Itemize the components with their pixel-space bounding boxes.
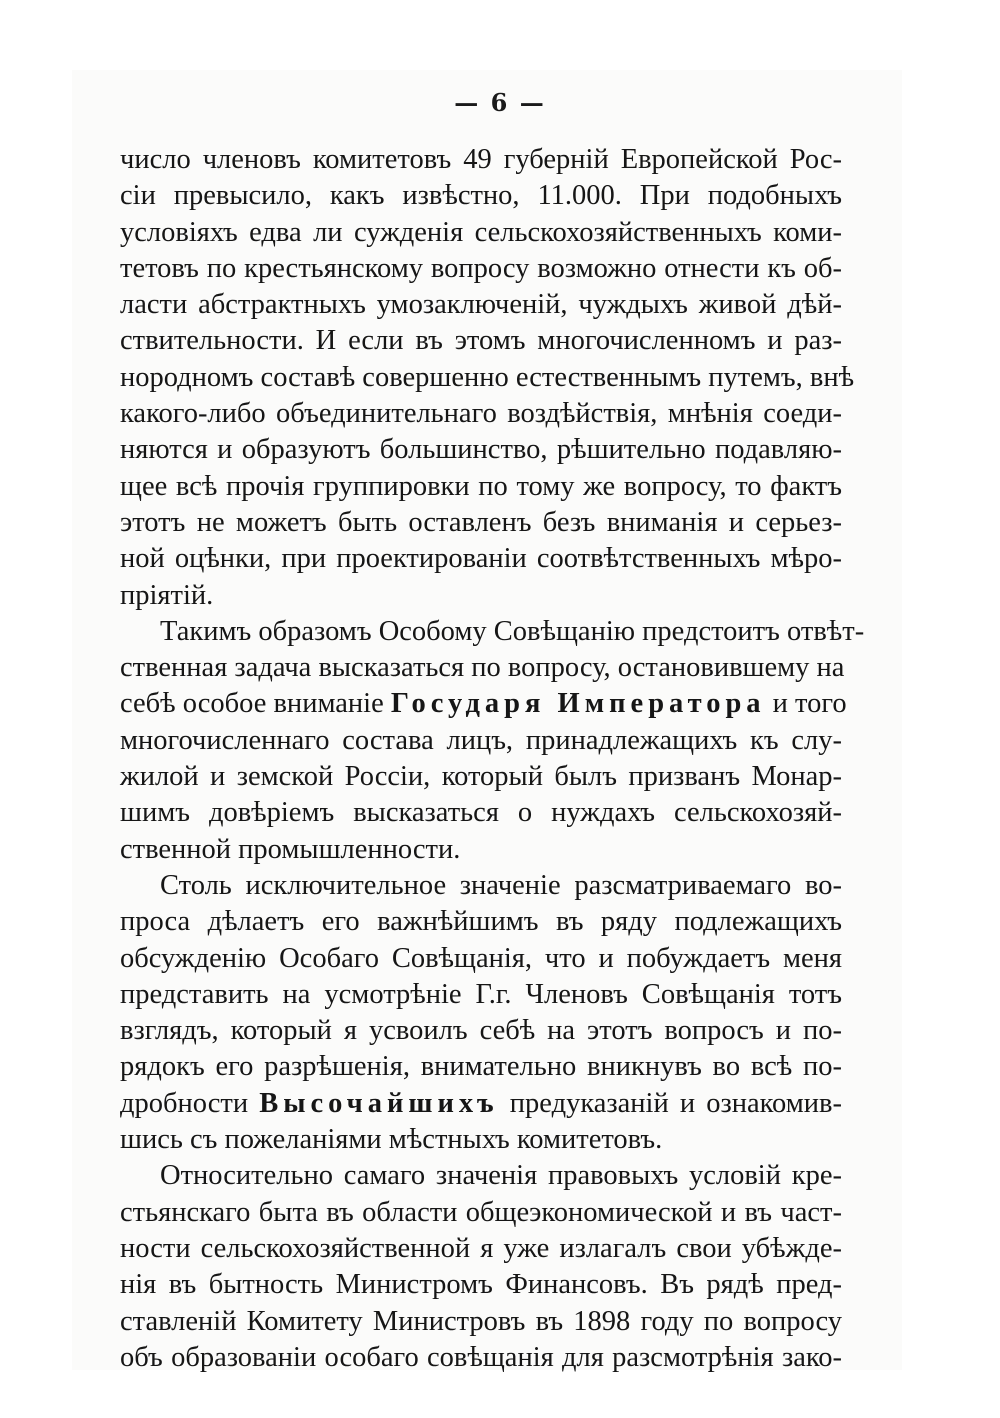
text-segment: и того (765, 688, 847, 720)
text-line: проса дѣлаетъ его важнѣйшимъ въ ряду подлежащихъ (120, 906, 842, 938)
body-text (120, 142, 865, 1376)
text-line: этотъ не можетъ быть оставленъ безъ вниманія и серьез- (120, 506, 842, 538)
text-segment: себѣ особое вниманіе (120, 688, 391, 720)
text-line: няются и образуютъ большинство, рѣшительно подавляю- (120, 434, 842, 466)
text-line: какого-либо объединительнаго воздѣйствія, мнѣнія соеди- (120, 398, 842, 430)
text-line: объ образованіи особаго совѣщанія для разсмотрѣнія зако- (120, 1341, 842, 1373)
text-line: стьянскаго быта въ области общеэкономической и въ част- (120, 1196, 842, 1228)
text-line: представить на усмотрѣніе Г.г. Членовъ Совѣщанія тотъ (120, 978, 842, 1010)
text-line: рядокъ его разрѣшенія, внимательно вникнувъ во всѣ по- (120, 1051, 842, 1083)
text-line: ственная задача высказаться по вопросу, остановившему на (120, 652, 845, 684)
text-line: жилой и земской Россіи, который былъ призванъ Монар- (120, 761, 842, 793)
text-line: нія въ бытность Министромъ Финансовъ. Въ рядѣ пред- (120, 1269, 842, 1301)
text-line: условіяхъ едва ли сужденія сельскохозяйственныхъ коми- (120, 216, 842, 248)
page-number: — 6 — (454, 88, 546, 117)
text-line: сіи превысило, какъ извѣстно, 11.000. При подобныхъ (120, 180, 842, 212)
text-line (120, 686, 847, 722)
text-segment: дробности (120, 1087, 260, 1119)
text-line: тетовъ по крестьянскому вопросу возможно отнести къ об- (120, 252, 842, 284)
spaced-title: Государя Императора (390, 688, 766, 720)
text-line: щее всѣ прочія группировки по тому же вопросу, то фактъ (120, 470, 842, 502)
text-line: ставленій Комитету Министровъ въ 1898 году по вопросу (120, 1305, 842, 1337)
text-line: взглядъ, который я усвоилъ себѣ на этотъ вопросъ и по- (120, 1015, 842, 1047)
text-line: шимъ довѣріемъ высказаться о нуждахъ сельскохозяй- (120, 797, 842, 829)
text-line: ласти абстрактныхъ умозаключеній, чуждыхъ живой дѣй- (120, 289, 842, 321)
text-line: нородномъ составѣ совершенно естественнымъ путемъ, внѣ (120, 361, 855, 393)
spaced-title: Высочайшихъ (259, 1087, 499, 1119)
text-line: ности сельскохозяйственной я уже излагалъ свои убѣжде- (120, 1232, 842, 1264)
text-line: Такимъ образомъ Особому Совѣщанію предстоитъ отвѣт- (160, 615, 865, 647)
text-line: ственной промышленности. (120, 833, 461, 865)
text-line (120, 1086, 842, 1122)
text-line: шись съ пожеланіями мѣстныхъ комитетовъ. (120, 1124, 663, 1156)
text-line: пріятій. (120, 579, 214, 611)
text-line: ной оцѣнки, при проектированіи соотвѣтственныхъ мѣро- (120, 543, 842, 575)
text-segment: предуказаній и ознакомив- (498, 1087, 842, 1119)
text-line: Столь исключительное значеніе разсматриваемаго во- (160, 869, 842, 901)
text-line: ствительности. И если въ этомъ многочисленномъ и раз- (120, 325, 842, 357)
text-line: Относительно самаго значенія правовыхъ условій кре- (160, 1160, 842, 1192)
text-line: обсужденію Особаго Совѣщанія, что и побуждаетъ меня (120, 942, 842, 974)
text-line: многочисленнаго состава лицъ, принадлежащихъ къ слу- (120, 724, 842, 756)
text-line: число членовъ комитетовъ 49 губерній Европейской Рос- (120, 144, 842, 175)
